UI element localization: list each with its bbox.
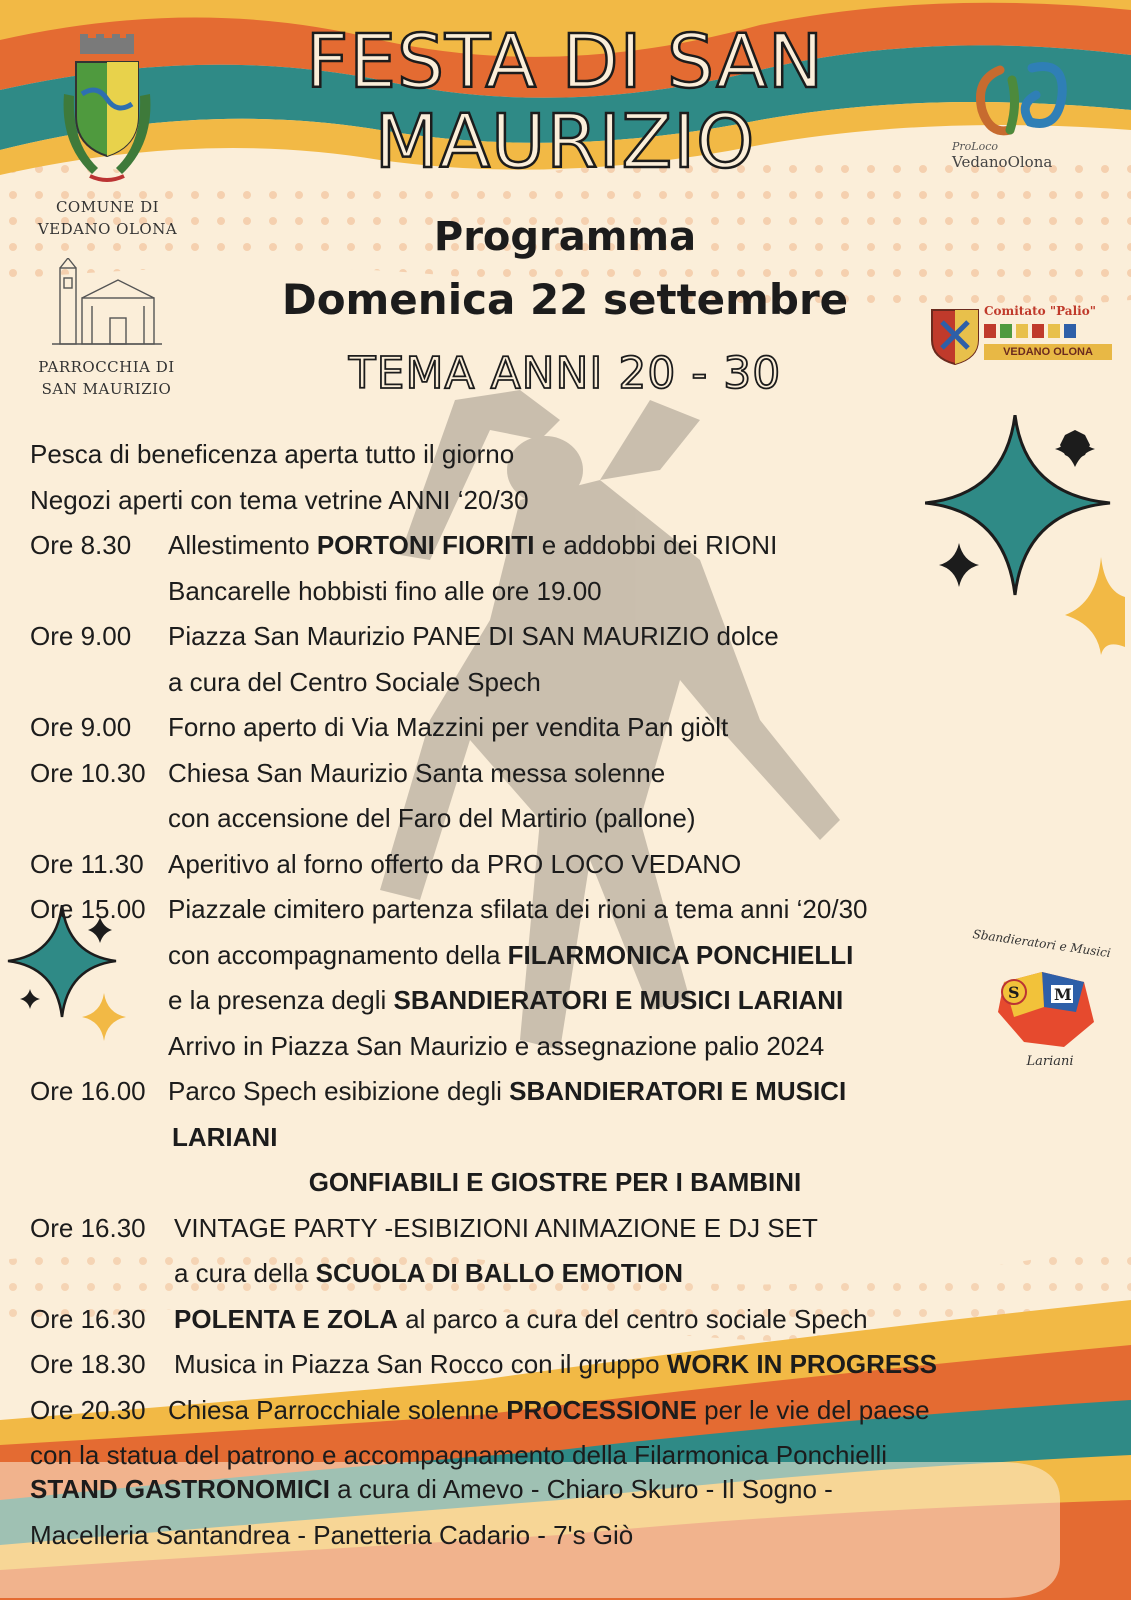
program-text: e la presenza degli bbox=[168, 985, 394, 1015]
program-item bbox=[30, 1160, 1120, 1206]
program-item bbox=[30, 523, 1120, 569]
program-text: a cura della bbox=[174, 1258, 316, 1288]
program-highlight: POLENTA E ZOLA bbox=[174, 1303, 398, 1334]
parrocchia-caption-line2: SAN MAURIZIO bbox=[41, 380, 172, 398]
program-text: Chiesa Parrocchiale solenne bbox=[168, 1394, 507, 1425]
program-time: Ore 16.30 bbox=[30, 1303, 146, 1334]
footer-text: a cura di Amevo - Chiaro Skuro - Il Sogno - bbox=[329, 1474, 833, 1504]
title-line1: FESTA DI SAN bbox=[305, 19, 825, 105]
program-time: Ore 15.00 bbox=[30, 894, 146, 924]
program-item bbox=[30, 1297, 1120, 1343]
program-highlight: SBANDIERATORI E MUSICI LARIANI bbox=[393, 985, 844, 1015]
program-item bbox=[30, 614, 1120, 660]
svg-text:S: S bbox=[1008, 983, 1020, 1002]
footer-text: Macelleria Santandrea - Panetteria Cadario - 7's Giò bbox=[30, 1519, 634, 1550]
program-item bbox=[30, 887, 1120, 933]
program-item bbox=[30, 842, 1120, 888]
title-line2: MAURIZIO bbox=[374, 99, 756, 185]
program-item bbox=[30, 1342, 1120, 1388]
comune-caption bbox=[20, 196, 195, 240]
sbandieratori-caption-bottom: Lariani bbox=[1026, 1054, 1074, 1069]
program-time: Ore 11.30 bbox=[30, 848, 144, 879]
program-text: Piazza San Maurizio PANE DI SAN MAURIZIO dolce bbox=[168, 621, 779, 651]
program-line bbox=[30, 432, 1120, 478]
program-text: Piazzale cimitero partenza sfilata dei rioni a tema anni ‘20/30 bbox=[168, 894, 868, 924]
comune-crest-icon bbox=[52, 34, 162, 189]
program-text: a cura del Centro Sociale Spech bbox=[168, 666, 541, 697]
footer-highlight: STAND GASTRONOMICI bbox=[30, 1474, 330, 1504]
programma-heading: Programma bbox=[433, 214, 697, 260]
program-item bbox=[30, 751, 1120, 797]
proloco-logo-icon bbox=[970, 50, 1080, 142]
sbandieratori-caption-top: Sbandieratori e Musici bbox=[971, 926, 1112, 961]
program-highlight: LARIANI bbox=[172, 1121, 278, 1152]
program-item-continuation bbox=[30, 1115, 1120, 1161]
program-text: Pesca di beneficenza aperta tutto il giorno bbox=[30, 439, 515, 469]
program-text: per le vie del paese bbox=[696, 1394, 930, 1425]
program-time: Ore 18.30 bbox=[30, 1349, 146, 1379]
program-text: con accensione del Faro del Martirio (pallone) bbox=[168, 803, 696, 833]
palio-shield-icon bbox=[928, 304, 982, 366]
program-text: VINTAGE PARTY -ESIBIZIONI ANIMAZIONE E DJ SET bbox=[174, 1212, 818, 1243]
program-text: con la statua del patrono e accompagnamento della Filarmonica Ponchielli bbox=[30, 1440, 888, 1470]
program-item-continuation bbox=[30, 569, 1120, 615]
program-item bbox=[30, 1069, 1120, 1115]
program-item-continuation bbox=[30, 1251, 1120, 1297]
program-time: Ore 16.00 bbox=[30, 1076, 146, 1106]
program-item bbox=[30, 705, 1120, 751]
program-list bbox=[30, 432, 1120, 1479]
parrocchia-caption bbox=[14, 356, 199, 400]
footer-line1 bbox=[30, 1467, 1120, 1513]
comune-caption-line1: COMUNE DI bbox=[55, 198, 160, 216]
program-time: Ore 8.30 bbox=[30, 530, 132, 560]
program-highlight: SCUOLA DI BALLO EMOTION bbox=[315, 1258, 684, 1288]
church-icon bbox=[52, 258, 162, 348]
program-item-continuation bbox=[30, 933, 1120, 979]
program-text: e addobbi dei RIONI bbox=[534, 530, 778, 560]
program-time: Ore 10.30 bbox=[30, 757, 146, 788]
program-text: Negozi aperti con tema vetrine ANNI ‘20/30 bbox=[30, 484, 529, 515]
program-time: Ore 9.00 bbox=[30, 621, 132, 651]
svg-text:M: M bbox=[1054, 985, 1072, 1004]
footer bbox=[30, 1467, 1120, 1558]
theme-heading: TEMA ANNI 20 - 30 bbox=[348, 348, 782, 399]
footer-line2 bbox=[30, 1513, 1120, 1559]
program-text: Forno aperto di Via Mazzini per vendita Pan giòlt bbox=[168, 712, 729, 742]
program-text: Allestimento bbox=[168, 530, 317, 560]
program-highlight: GONFIABILI E GIOSTRE PER I BAMBINI bbox=[308, 1167, 802, 1197]
program-item-continuation bbox=[30, 796, 1120, 842]
program-item bbox=[30, 1388, 1120, 1434]
program-text: con accompagnamento della bbox=[168, 939, 508, 970]
page-title bbox=[230, 19, 900, 185]
program-text: Aperitivo al forno offerto da PRO LOCO VEDANO bbox=[168, 848, 742, 879]
proloco-caption-line1: ProLoco bbox=[952, 140, 998, 153]
parrocchia-caption-line1: PARROCCHIA DI bbox=[38, 358, 175, 376]
program-item-continuation bbox=[30, 660, 1120, 706]
program-text: Parco Spech esibizione degli bbox=[168, 1076, 510, 1106]
palio-rioni-shields-icon bbox=[984, 323, 1104, 339]
program-item bbox=[30, 1206, 1120, 1252]
program-text: Arrivo in Piazza San Maurizio e assegnazione palio 2024 bbox=[168, 1030, 825, 1061]
program-highlight: WORK IN PROGRESS bbox=[666, 1349, 937, 1379]
program-line bbox=[30, 478, 1120, 524]
program-text: Bancarelle hobbisti fino alle ore 19.00 bbox=[168, 575, 602, 606]
program-highlight: FILARMONICA PONCHIELLI bbox=[507, 939, 854, 970]
program-text: al parco a cura del centro sociale Spech bbox=[397, 1303, 868, 1334]
program-text: Chiesa San Maurizio Santa messa solenne bbox=[168, 757, 666, 788]
program-highlight: PROCESSIONE bbox=[506, 1394, 697, 1425]
comune-caption-line2: VEDANO OLONA bbox=[37, 220, 178, 238]
program-highlight: PORTONI FIORITI bbox=[316, 530, 535, 560]
program-text: Musica in Piazza San Rocco con il gruppo bbox=[174, 1349, 667, 1379]
program-time: Ore 20.30 bbox=[30, 1394, 146, 1425]
palio-caption-line2: VEDANO OLONA bbox=[984, 344, 1112, 360]
program-time: Ore 16.30 bbox=[30, 1212, 146, 1243]
program-item-continuation bbox=[30, 978, 1120, 1024]
program-time: Ore 9.00 bbox=[30, 712, 132, 742]
date-heading: Domenica 22 settembre bbox=[281, 275, 849, 324]
proloco-caption-line2: VedanoOlona bbox=[952, 153, 1053, 171]
program-highlight: SBANDIERATORI E MUSICI bbox=[509, 1076, 847, 1106]
palio-caption-line1: Comitato "Palio" bbox=[984, 304, 1096, 318]
program-item-continuation bbox=[30, 1024, 1120, 1070]
